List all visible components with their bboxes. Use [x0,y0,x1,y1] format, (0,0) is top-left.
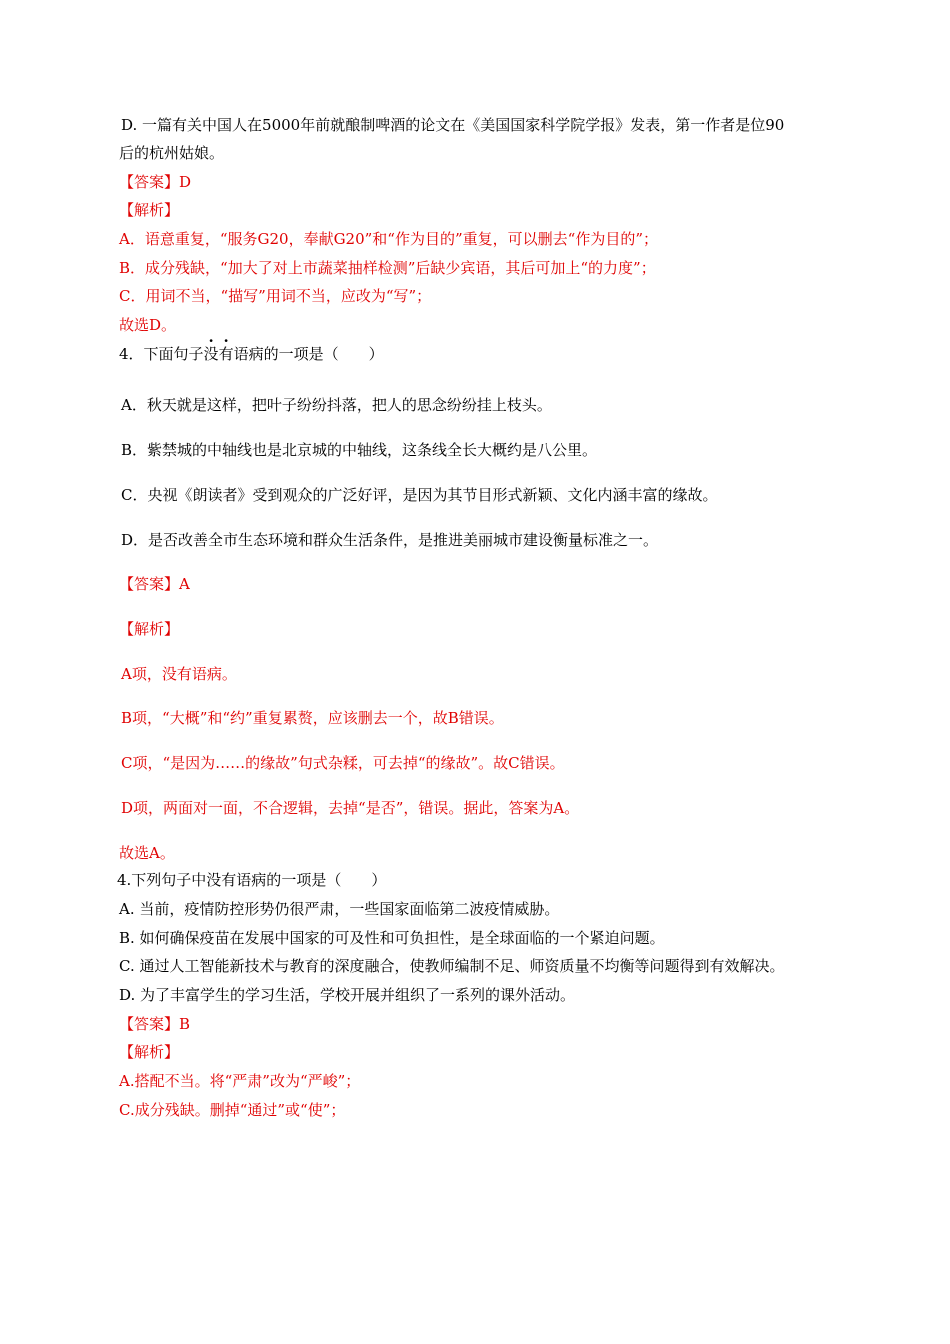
conclusion: 故选D。 [119,316,177,334]
analysis-line: D项，两面对一面，不合逻辑，去掉“是否”，错误。据此，答案为A。 [121,799,580,817]
option-a: A．秋天就是这样，把叶子纷纷抖落，把人的思念纷纷挂上枝头。 [121,396,552,414]
option-d-line2: 后的杭州姑娘。 [119,144,225,162]
analysis-line: B项，“大概”和“约”重复累赘，应该删去一个，故B错误。 [121,709,504,727]
option-b: B．紫禁城的中轴线也是北京城的中轴线，这条线全长大概约是八公里。 [121,441,598,459]
analysis-label: 【解析】 [119,620,180,638]
answer-label: 【答案】B [119,1015,191,1033]
question-text: 4．下面句子 [119,345,204,363]
emphasis-char: 有 [218,345,234,363]
analysis-line: C.成分残缺。删掉“通过”或“使”； [119,1101,346,1119]
question-title [119,344,384,364]
analysis-line: C项，“是因为……的缘故”句式杂糅，可去掉“的缘故”。故C错误。 [121,754,565,772]
analysis-line: B．成分残缺，“加大了对上市蔬菜抽样检测”后缺少宾语，其后可加上“的力度”； [119,259,656,277]
answer-label: 【答案】D [119,173,192,191]
analysis-line: A．语意重复，“服务G20，奉献G20”和“作为目的”重复，可以删去“作为目的”； [119,230,658,248]
question-text: 语病的一项是（ ） [233,345,384,363]
option-b: B. 如何确保疫苗在发展中国家的可及性和可负担性，是全球面临的一个紧迫问题。 [119,929,665,947]
analysis-line: A项，没有语病。 [121,665,237,683]
option-c: C．央视《朗读者》受到观众的广泛好评，是因为其节目形式新颖、文化内涵丰富的缘故。 [121,486,718,504]
analysis-line: A.搭配不当。将“严肃”改为“严峻”； [119,1072,361,1090]
conclusion: 故选A。 [119,844,175,862]
question-title: 4.下列句子中没有语病的一项是（ ） [117,871,387,889]
option-a: A. 当前，疫情防控形势仍很严肃，一些国家面临第二波疫情威胁。 [119,900,560,918]
analysis-line: C．用词不当，“描写”用词不当，应改为“写”； [119,287,432,305]
analysis-label: 【解析】 [119,1043,180,1061]
answer-label: 【答案】A [119,575,190,593]
option-d-line1: D. 一篇有关中国人在5000年前就酿制啤酒的论文在《美国国家科学院学报》发表，第一作者是位90 [121,116,785,134]
option-d: D. 为了丰富学生的学习生活，学校开展并组织了一系列的课外活动。 [119,986,576,1004]
option-d: D．是否改善全市生态环境和群众生活条件，是推进美丽城市建设衡量标准之一。 [121,531,659,549]
emphasis-char: 没 [203,345,219,363]
option-c: C. 通过人工智能新技术与教育的深度融合，使教师编制不足、师资质量不均衡等问题得到有效解决。 [119,957,785,975]
analysis-label: 【解析】 [119,201,180,219]
